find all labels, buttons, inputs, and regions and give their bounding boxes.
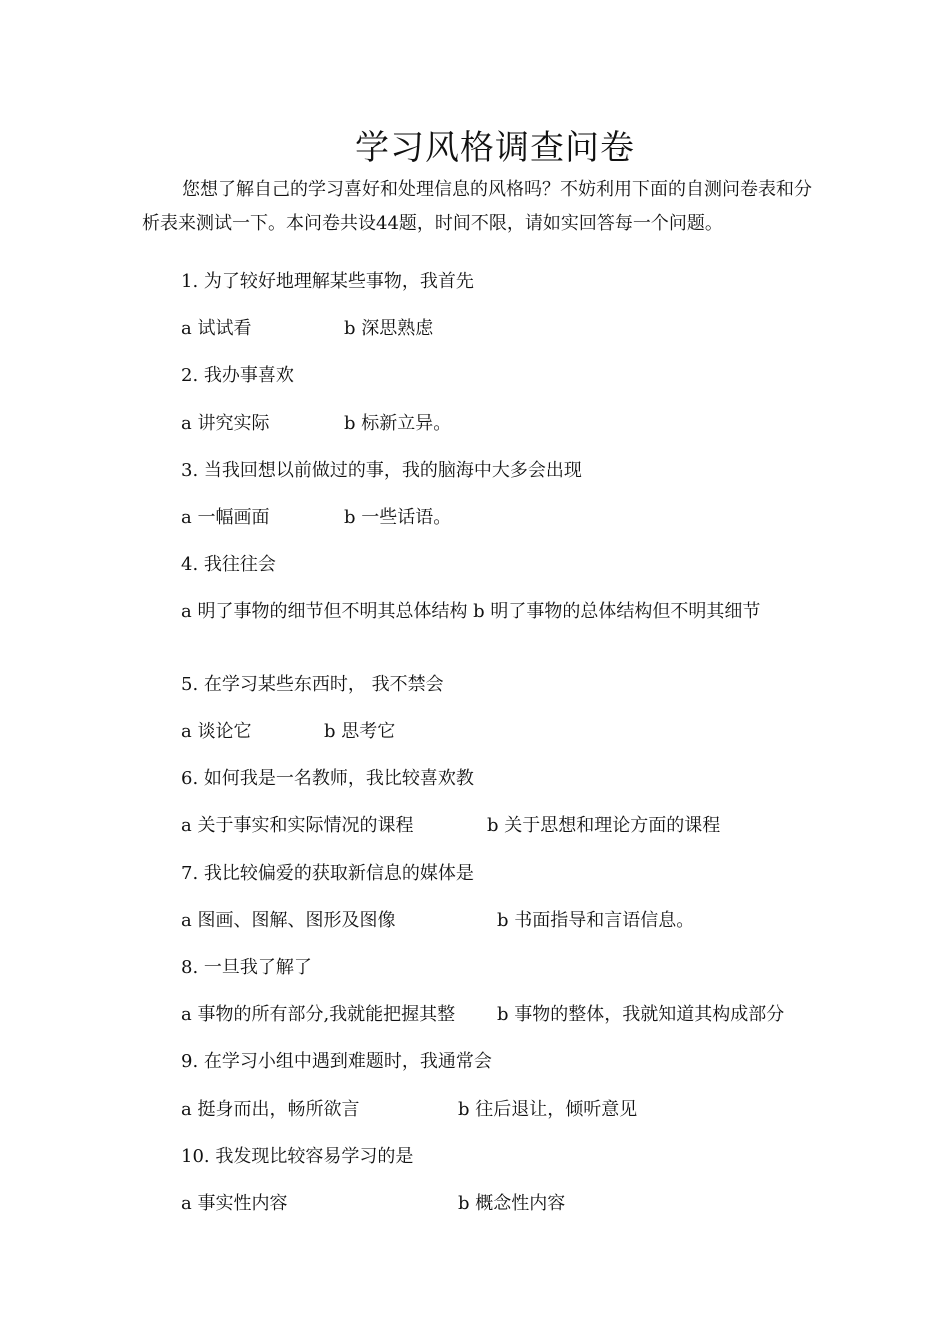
question-10-option-b: b 概念性内容 bbox=[458, 1193, 566, 1214]
question-3-option-a: a 一幅画面 bbox=[181, 507, 270, 528]
question-7: 7. 我比较偏爱的获取新信息的媒体是 bbox=[181, 863, 474, 884]
question-1-option-b: b 深思熟虑 bbox=[344, 318, 434, 339]
question-3: 3. 当我回想以前做过的事，我的脑海中大多会出现 bbox=[181, 460, 582, 481]
question-9: 9. 在学习小组中遇到难题时，我通常会 bbox=[181, 1051, 492, 1072]
question-8-option-b: b 事物的整体，我就知道其构成部分 bbox=[497, 1004, 785, 1025]
question-6-option-b: b 关于思想和理论方面的课程 bbox=[487, 815, 721, 836]
question-9-option-b: b 往后退让，倾听意见 bbox=[458, 1099, 638, 1120]
question-10: 10. 我发现比较容易学习的是 bbox=[181, 1146, 414, 1167]
question-4-options: a 明了事物的细节但不明其总体结构 b 明了事物的总体结构但不明其细节 bbox=[181, 601, 761, 622]
question-2-option-a: a 讲究实际 bbox=[181, 413, 270, 434]
intro-paragraph: 您想了解自己的学习喜好和处理信息的风格吗？不妨利用下面的自测问卷表和分析表来测试一下。本问卷共设44题，时间不限，请如实回答每一个问题。 bbox=[142, 179, 812, 234]
question-1: 1. 为了较好地理解某些事物，我首先 bbox=[181, 271, 474, 292]
question-7-option-a: a 图画、图解、图形及图像 bbox=[181, 910, 396, 931]
question-10-option-a: a 事实性内容 bbox=[181, 1193, 288, 1214]
question-2-option-b: b 标新立异。 bbox=[344, 413, 452, 434]
question-5-option-b: b 思考它 bbox=[324, 721, 396, 742]
question-1-option-a: a 试试看 bbox=[181, 318, 252, 339]
question-7-option-b: b 书面指导和言语信息。 bbox=[497, 910, 695, 931]
document-title: 学习风格调查问卷 bbox=[355, 128, 635, 168]
question-6: 6. 如何我是一名教师，我比较喜欢教 bbox=[181, 768, 474, 789]
question-4: 4. 我往往会 bbox=[181, 554, 276, 575]
question-8-option-a: a 事物的所有部分,我就能把握其整 bbox=[181, 1004, 456, 1025]
question-8: 8. 一旦我了解了 bbox=[181, 957, 312, 978]
question-6-option-a: a 关于事实和实际情况的课程 bbox=[181, 815, 414, 836]
question-9-option-a: a 挺身而出，畅所欲言 bbox=[181, 1099, 360, 1120]
question-5-option-a: a 谈论它 bbox=[181, 721, 252, 742]
question-2: 2. 我办事喜欢 bbox=[181, 365, 294, 386]
question-3-option-b: b 一些话语。 bbox=[344, 507, 452, 528]
question-5: 5. 在学习某些东西时， 我不禁会 bbox=[181, 674, 444, 695]
